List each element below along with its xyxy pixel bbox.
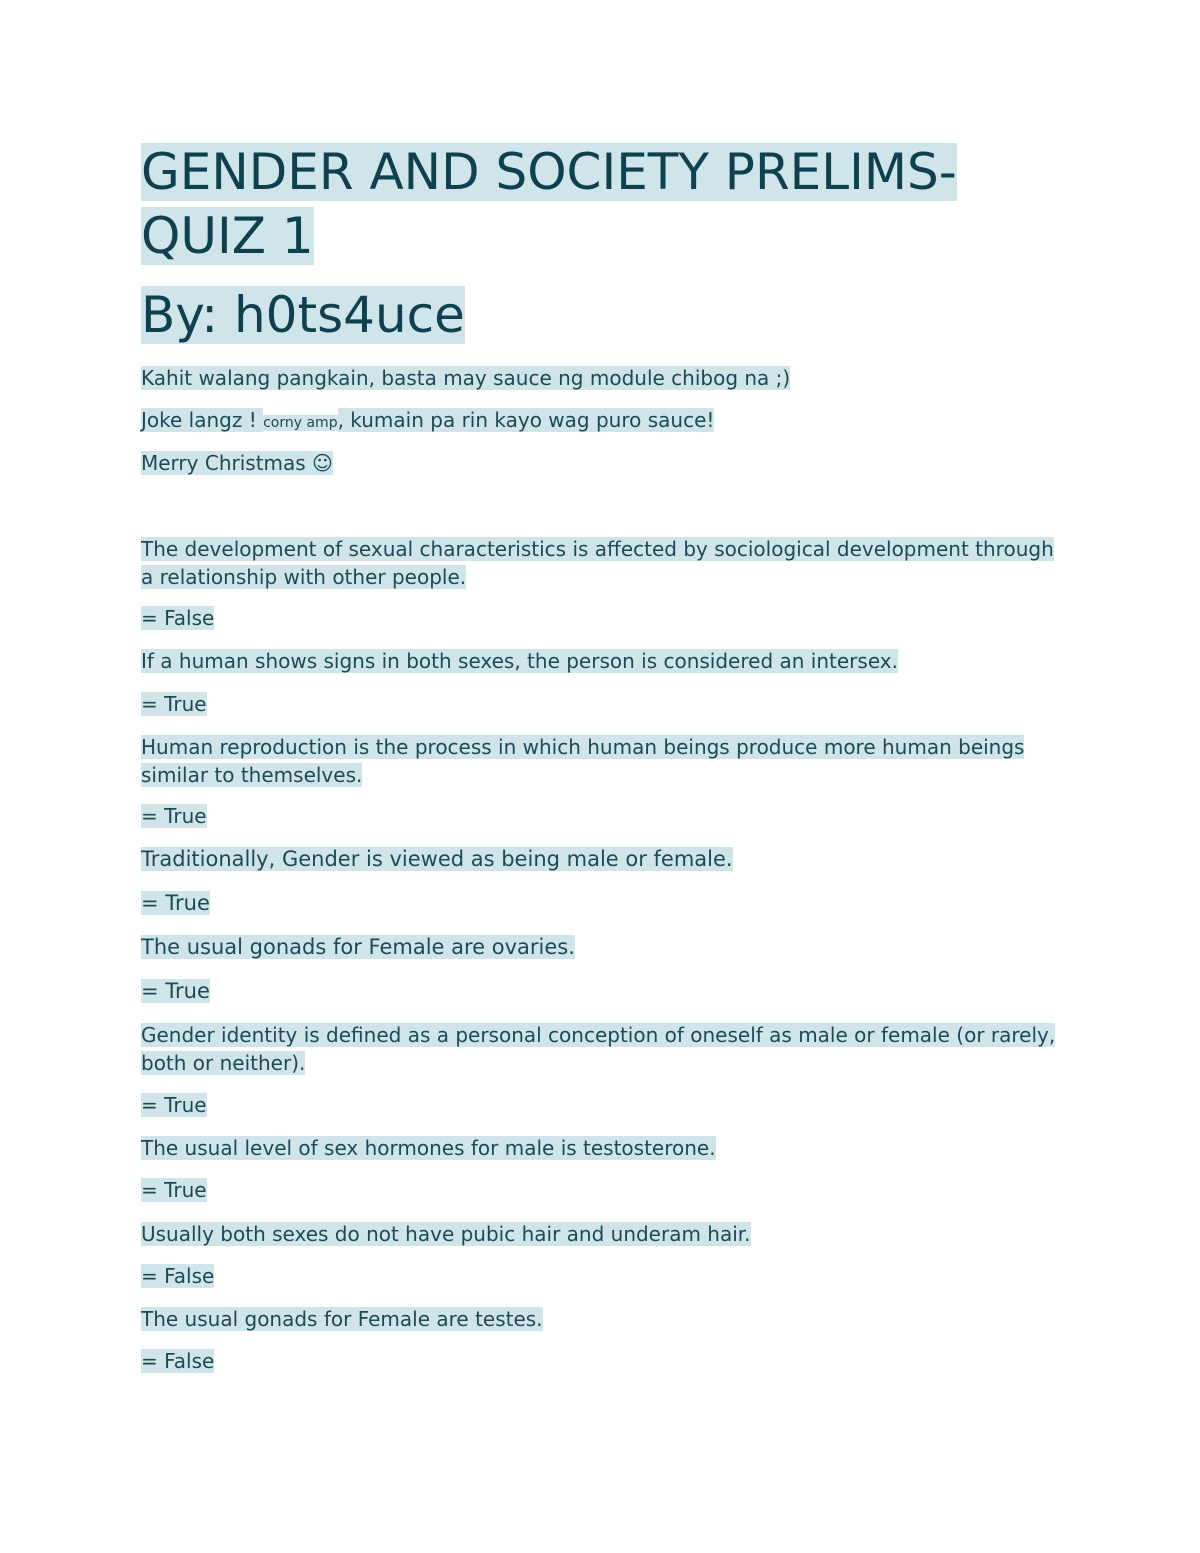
question-6: Gender identity is defined as a personal conception of oneself as male or female (or rarely, both or neither). [141,1023,1056,1075]
question-9: The usual gonads for Female are testes. [141,1307,543,1331]
answer-5: = True [141,979,210,1003]
question-4: Traditionally, Gender is viewed as being male or female. [141,847,733,871]
answer-1: = False [141,606,215,630]
document-title: GENDER AND SOCIETY PRELIMS- QUIZ 1 [141,143,957,265]
author-line: By: h0ts4uce [141,286,465,344]
question-8: Usually both sexes do not have pubic hair and underam hair. [141,1222,751,1246]
question-7: The usual level of sex hormones for male is testosterone. [141,1136,716,1160]
question-1: The development of sexual characteristics is affected by sociological development through a relationship with other people. [141,537,1054,589]
answer-3: = True [141,804,207,828]
question-3: Human reproduction is the process in which human beings produce more human beings similar to themselves. [141,735,1025,787]
answer-4: = True [141,891,210,915]
answer-6: = True [141,1093,207,1117]
intro-small-text: corny amp [263,415,338,431]
question-2: If a human shows signs in both sexes, the person is considered an intersex. [141,649,898,673]
intro-line-2: Joke langz ! corny amp, kumain pa rin kayo wag puro sauce! [141,408,715,432]
answer-9: = False [141,1349,215,1373]
intro-line-3: Merry Christmas ☺ [141,451,333,475]
intro-line-1: Kahit walang pangkain, basta may sauce ng module chibog na ;) [141,366,791,390]
answer-7: = True [141,1178,207,1202]
answer-8: = False [141,1264,215,1288]
answer-2: = True [141,692,207,716]
question-5: The usual gonads for Female are ovaries. [141,935,575,959]
